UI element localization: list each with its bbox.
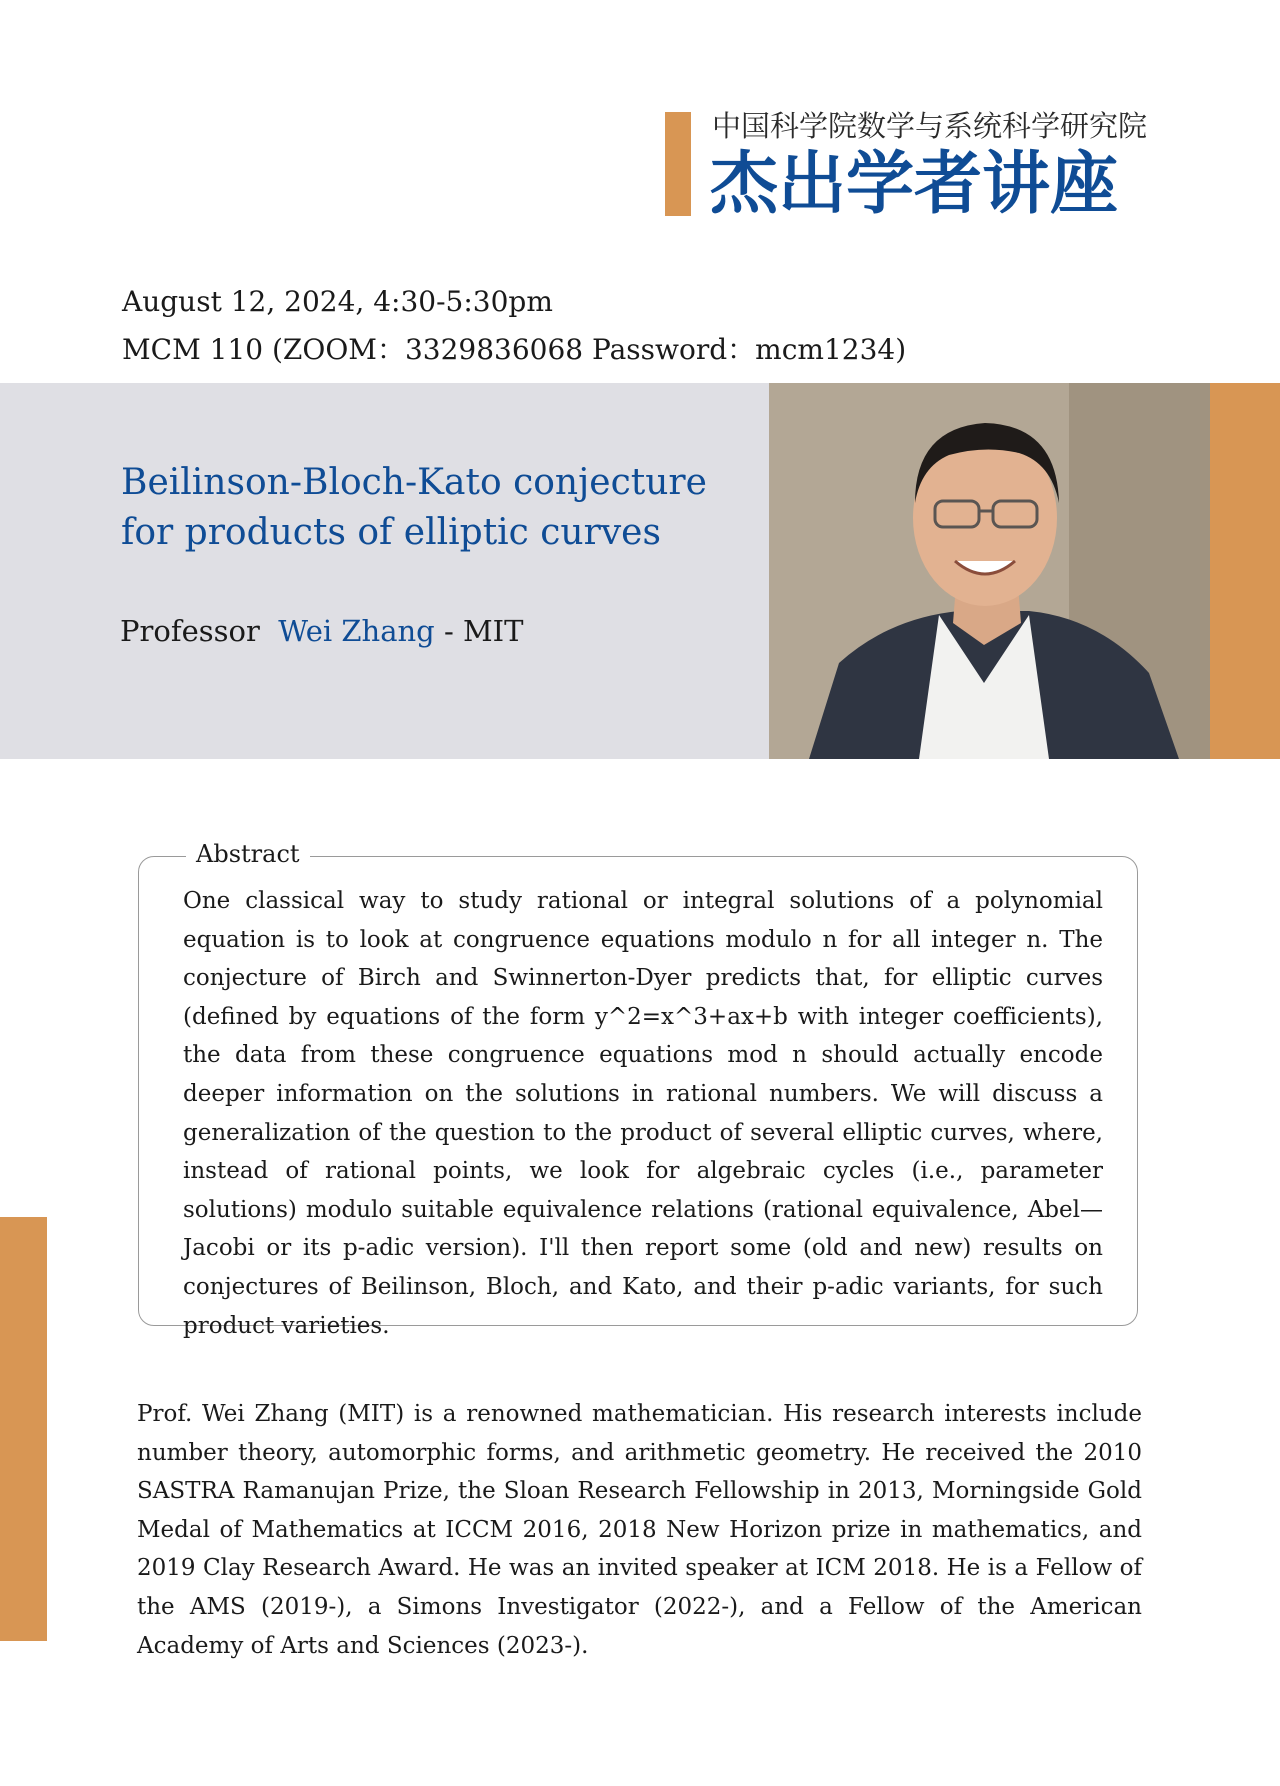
speaker-portrait-illustration (769, 383, 1210, 759)
header-accent-bar (665, 112, 691, 216)
event-datetime: August 12, 2024, 4:30-5:30pm (122, 285, 553, 318)
speaker-name: Wei Zhang (278, 614, 435, 648)
abstract-text: One classical way to study rational or integral solutions of a polynomial equation is to look at congruence equations modulo n for all integer n. The conjecture of Birch and Swinnerton-Dyer predicts that, for elliptic curves (defined by equations of the form y^2=x^3+ax+b with integer coefficients), the data from these congruence equations mod n should actually encode deeper information on the solutions in rational numbers. We will discuss a generalization of the question to the product of several elliptic curves, where, instead of rational points, we look for algebraic cycles (i.e., parameter solutions) modulo suitable equivalence relations (rational equivalence, Abel—Jacobi or its p-adic version). I'll then report some (old and new) results on conjectures of Beilinson, Bloch, and Kato, and their p-adic variants, for such product varieties. (183, 888, 1103, 1339)
lecture-series-title: 杰出学者讲座 (710, 145, 1119, 224)
institution-name: 中国科学院数学与系统科学研究院 (712, 109, 1148, 143)
event-location: MCM 110 (ZOOM：3329836068 Password：mcm1234) (122, 333, 907, 366)
speaker-photo (769, 383, 1210, 759)
speaker-bio: Prof. Wei Zhang (MIT) is a renowned mathematician. His research interests include number theory, automorphic forms, and arithmetic geometry. He received the 2010 SASTRA Ramanujan Prize, the Sloan Research Fellowship in 2013, Morningside Gold Medal of Mathematics at ICCM 2016, 2018 New Horizon prize in mathematics, and 2019 Clay Research Award. He was an invited speaker at ICM 2018. He is a Fellow of the AMS (2019-), a Simons Investigator (2022-), and a Fellow of the American Academy of Arts and Sciences (2023-). (137, 1401, 1142, 1659)
speaker-prefix: Professor (120, 614, 260, 648)
title-band (0, 383, 769, 759)
speaker-line (120, 614, 760, 648)
speaker-affiliation: - MIT (443, 614, 524, 648)
left-accent-block (0, 1217, 47, 1641)
talk-title: Beilinson-Bloch-Kato conjecture for products of elliptic curves (121, 462, 707, 553)
right-accent-block (1210, 383, 1280, 759)
abstract-label: Abstract (186, 840, 310, 868)
event-info (122, 278, 1022, 374)
